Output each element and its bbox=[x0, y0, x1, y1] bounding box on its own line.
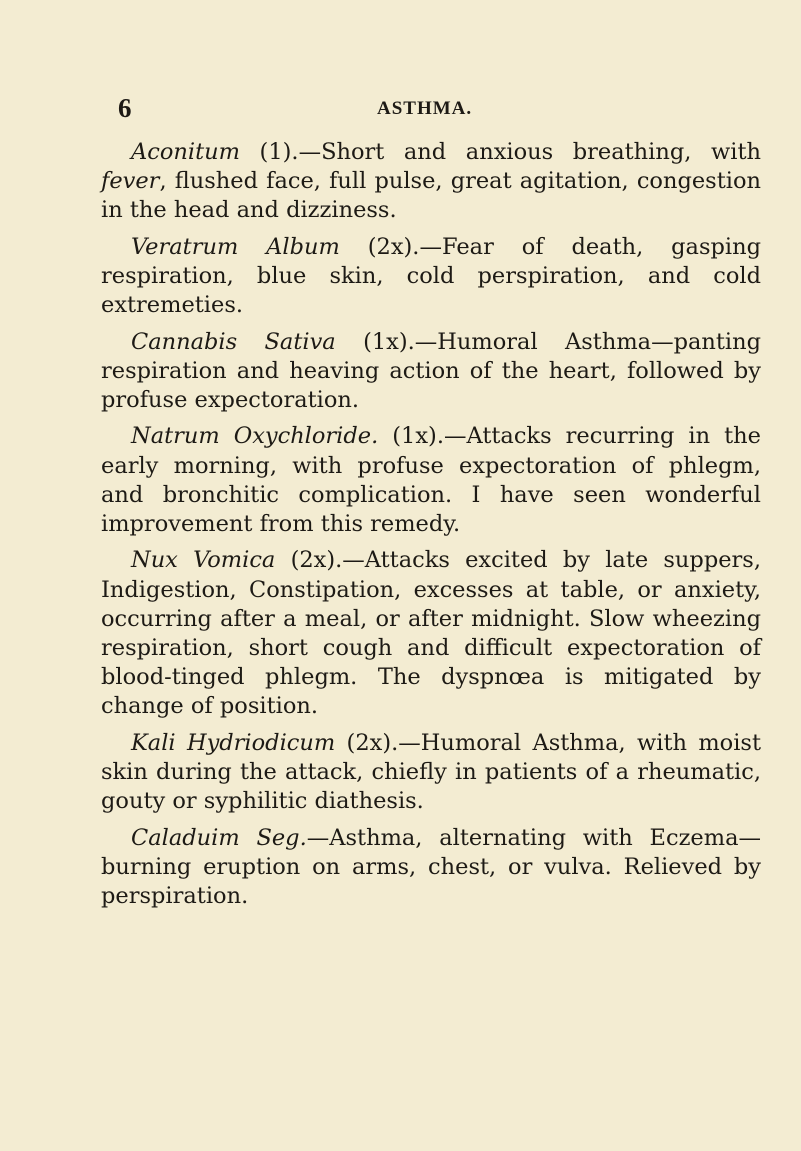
remedy-name: Aconitum bbox=[131, 139, 240, 165]
remedy-description: —Asthma, alternating with Eczema—burning eruption on arms, chest, or vulva. Relieved by perspiration. bbox=[101, 824, 761, 909]
remedy-description: —Fear of death, gasping respiration, blue skin, cold perspiration, and cold extremeties. bbox=[101, 233, 761, 319]
running-title: ASTHMA. bbox=[377, 98, 473, 119]
remedy-entry-natrum-oxychloride bbox=[101, 422, 761, 539]
remedy-list bbox=[101, 138, 761, 918]
remedy-name: Natrum Oxychloride. bbox=[131, 423, 379, 450]
remedy-potency: (2x). bbox=[339, 233, 420, 260]
remedy-entry-aconitum bbox=[101, 138, 761, 226]
remedy-description: —Humoral Asthma—panting respiration and heaving action of the heart, followed by profuse expectoration. bbox=[101, 328, 762, 413]
remedy-description: —Attacks excited by late suppers, Indigestion, Constipation, excesses at table, or anxiety, occurring after a meal, or after midnight. Slow wheezing respiration, short cough and difficult expectoration of blood-tinged phlegm. The dyspnœa is mitigated by change of position. bbox=[101, 547, 761, 720]
remedy-name: Kali Hydriodicum bbox=[131, 729, 336, 756]
remedy-potency: (1x). bbox=[378, 423, 444, 450]
remedy-entry-cannabis-sativa bbox=[101, 328, 761, 416]
remedy-name: Caladuim Seg. bbox=[131, 824, 307, 851]
remedy-name: Nux Vomica bbox=[131, 547, 276, 574]
remedy-name: Veratrum Album bbox=[131, 233, 340, 260]
remedy-potency: (2x). bbox=[335, 729, 399, 756]
page-header bbox=[0, 92, 801, 132]
remedy-entry-veratrum-album bbox=[101, 233, 761, 321]
remedy-description: —Short and anxious breathing, with fever, flushed face, full pulse, great agitation, congestion in the head and dizziness. bbox=[101, 139, 761, 224]
remedy-entry-kali-hydriodicum bbox=[101, 729, 761, 817]
remedy-description: —Humoral Asthma, with moist skin during the attack, chiefly in patients of a rheumatic, gouty or syphilitic diathesis. bbox=[101, 729, 762, 815]
remedy-potency: (1). bbox=[239, 139, 299, 165]
remedy-potency: (2x). bbox=[275, 547, 343, 574]
remedy-name: Cannabis Sativa bbox=[131, 328, 336, 355]
remedy-entry-nux-vomica bbox=[101, 546, 761, 721]
emphasis-word: fever bbox=[101, 168, 160, 195]
remedy-potency: (1x). bbox=[335, 328, 415, 355]
page-number: 6 bbox=[118, 93, 132, 123]
remedy-description: —Attacks recurring in the early morning, with profuse expectoration of phlegm, and bronchitic complication. I have seen wonderful improvement from this remedy. bbox=[101, 423, 761, 537]
remedy-entry-caladium-seg bbox=[101, 824, 761, 912]
